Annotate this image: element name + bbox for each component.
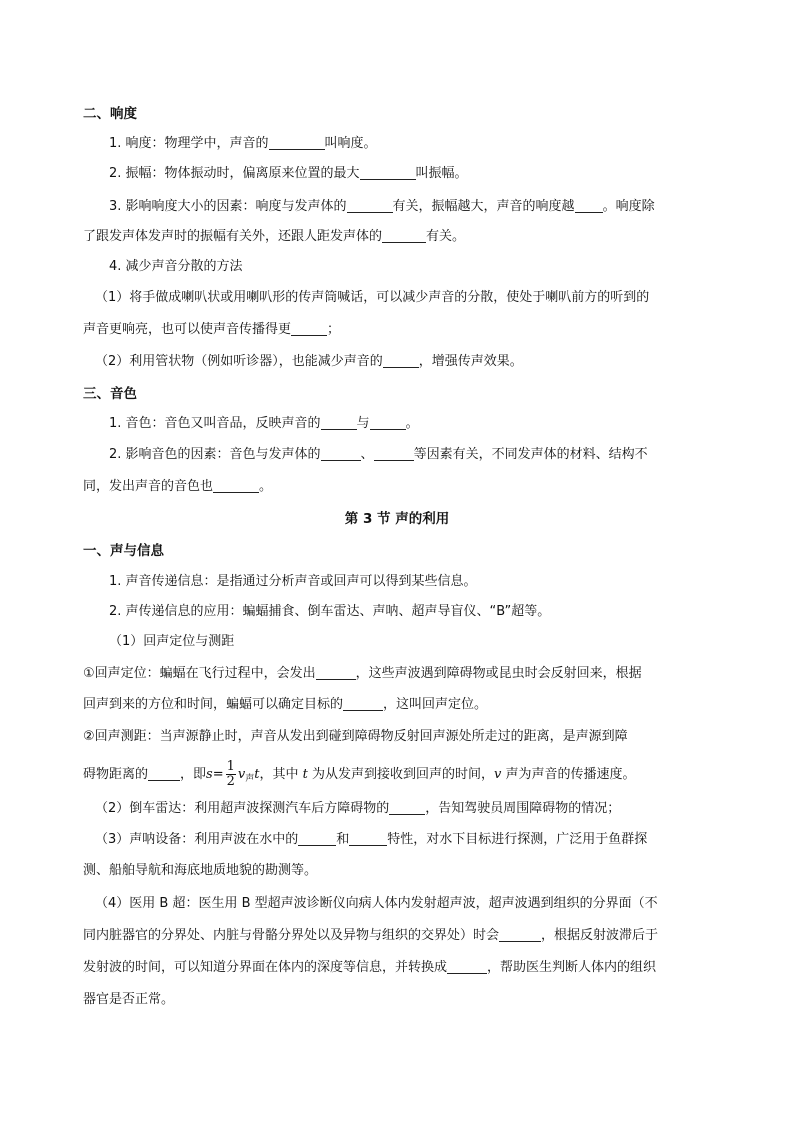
fill-blank[interactable] [316, 665, 356, 680]
fill-blank[interactable] [447, 959, 487, 974]
fill-blank[interactable] [347, 198, 393, 213]
fill-blank[interactable] [383, 353, 419, 368]
paragraph: ①回声定位：蝙蝠在飞行过程中，会发出 ，这些声波遇到障碍物或昆虫时会反射回来，根据 [83, 666, 642, 681]
paragraph: 4. 减少声音分散的方法 [109, 259, 243, 274]
fill-blank[interactable] [382, 228, 426, 243]
fill-blank[interactable] [148, 766, 180, 781]
fill-blank[interactable] [575, 198, 603, 213]
paragraph: 声音更响亮，也可以使声音传播得更 ； [83, 322, 341, 337]
paragraph-formula: 碍物距离的 ，即s= $\frac{1}{2}$ $v_声t$，其中 t 为从发声到接收到回声的时间，v 声为声音的传播速度。 [83, 759, 636, 789]
paragraph: 器官是否正常。 [83, 992, 175, 1007]
fill-blank[interactable] [291, 321, 327, 336]
formula-fraction: $\frac{1}{2}$ [226, 759, 235, 789]
fill-blank[interactable] [343, 696, 383, 711]
section-heading-loudness: 二、响度 [83, 106, 137, 122]
fill-blank[interactable] [321, 415, 357, 430]
paragraph: 同，发出声音的音色也 。 [83, 479, 273, 494]
paragraph: 2. 声传递信息的应用：蝙蝠捕食、倒车雷达、声呐、超声导盲仪、“B”超等。 [109, 604, 551, 619]
paragraph: 3. 影响响度大小的因素：响度与发声体的 有关，振幅越大，声音的响度越 。响度除 [109, 199, 655, 214]
paragraph: 了跟发声体发声时的振幅有关外，还跟人距发声体的 有关。 [83, 229, 466, 244]
paragraph: 回声到来的方位和时间，蝙蝠可以确定目标的 ，这叫回声定位。 [83, 697, 488, 712]
paragraph: 测、船舶导航和海底地质地貌的勘测等。 [83, 863, 318, 878]
section-heading-timbre: 三、音色 [83, 386, 137, 402]
paragraph: 2. 振幅：物体振动时，偏离原来位置的最大 叫振幅。 [109, 166, 468, 181]
paragraph: （3）声呐设备：利用声波在水中的 和 特性，对水下目标进行探测，广泛用于鱼群探 [95, 832, 648, 847]
paragraph: 1. 响度：物理学中，声音的 叫响度。 [109, 136, 377, 151]
paragraph: 1. 声音传递信息：是指通过分析声音或回声可以得到某些信息。 [109, 574, 477, 589]
fill-blank[interactable] [499, 927, 541, 942]
section-heading-sound-info: 一、声与信息 [83, 543, 164, 559]
paragraph: 同内脏器官的分界处、内脏与骨骼分界处以及异物与组织的交界处）时会 ，根据反射波滞后于 [83, 928, 659, 943]
paragraph: 1. 音色：音色又叫音品，反映声音的 与 。 [109, 416, 419, 431]
paragraph: （2）倒车雷达：利用超声波探测汽车后方障碍物的 ，告知驾驶员周围障碍物的情况； [95, 801, 621, 816]
paragraph: （4）医用 B 超：医生用 B 型超声波诊断仪向病人体内发射超声波，超声波遇到组织的分界面（不 [95, 896, 658, 911]
paragraph: 2. 影响音色的因素：音色与发声体的 、 等因素有关，不同发声体的材料、结构不 [109, 447, 648, 462]
paragraph: （1）将手做成喇叭状或用喇叭形的传声筒喊话，可以减少声音的分散，使处于喇叭前方的听到的 [95, 290, 650, 305]
fill-blank[interactable] [389, 800, 425, 815]
paragraph: （1）回声定位与测距 [109, 634, 235, 649]
subsection-title: 第 3 节 声的利用 [344, 511, 450, 527]
fill-blank[interactable] [374, 446, 414, 461]
fill-blank[interactable] [269, 135, 325, 150]
paragraph: （2）利用管状物（例如听诊器），也能减少声音的 ，增强传声效果。 [95, 354, 523, 369]
fill-blank[interactable] [321, 446, 361, 461]
fill-blank[interactable] [360, 165, 416, 180]
fill-blank[interactable] [213, 478, 259, 493]
fill-blank[interactable] [349, 831, 387, 846]
fill-blank[interactable] [370, 415, 406, 430]
fill-blank[interactable] [298, 831, 336, 846]
formula-s: s [206, 767, 213, 782]
paragraph: 发射波的时间，可以知道分界面在体内的深度等信息，并转换成 ，帮助医生判断人体内的组织 [83, 960, 657, 975]
paragraph: ②回声测距：当声源静止时，声音从发出到碰到障碍物反射回声源处所走过的距离，是声源到障 [83, 729, 628, 744]
